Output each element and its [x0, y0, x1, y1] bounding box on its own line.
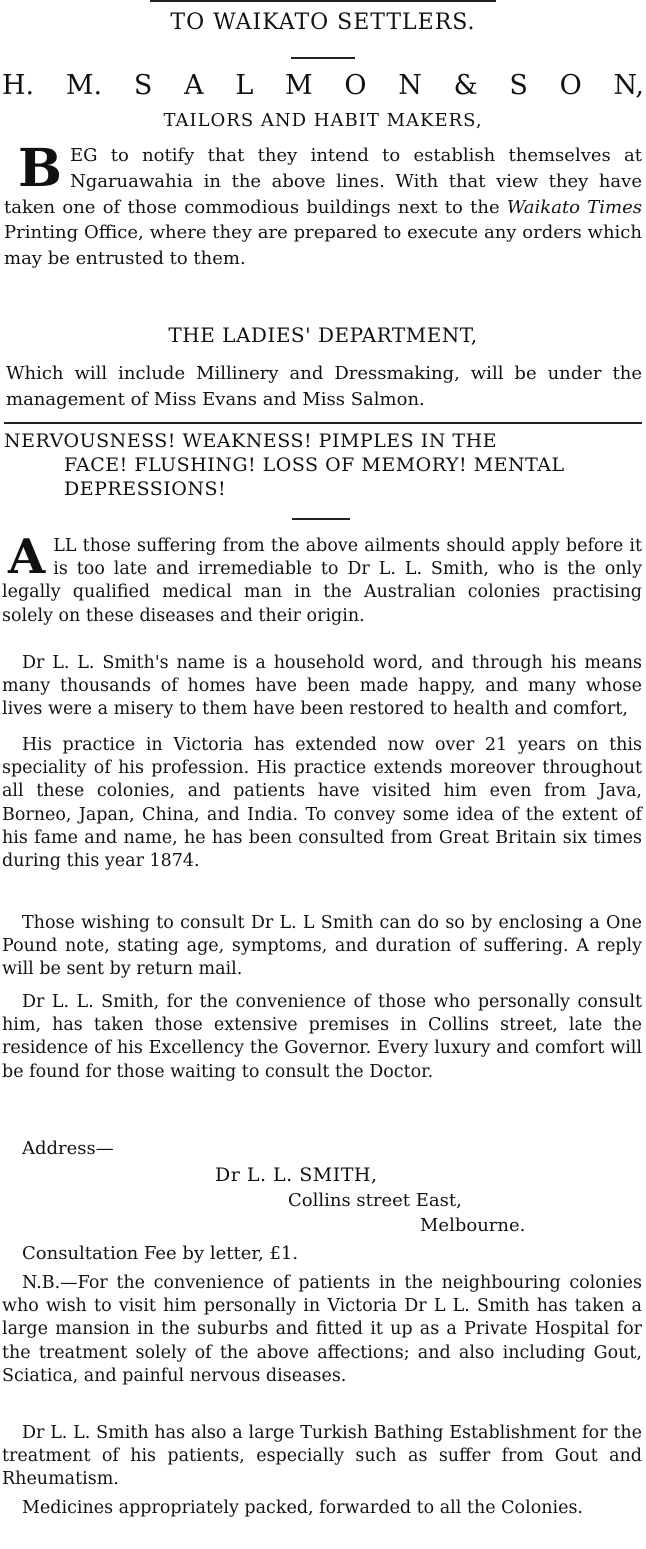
- ad2-paragraph-medicines: Medicines appropriately packed, forwarded to all the Colonies.: [22, 1498, 583, 1518]
- firm-name-letter: S: [133, 70, 153, 101]
- ad1-paragraph-2: Which will include Millinery and Dressmaking, will be under the management of Miss Evans and Miss Salmon.: [6, 363, 642, 410]
- firm-name-letter: A: [184, 70, 204, 101]
- ad1-paragraph-1: BEG to notify that they intend to establish themselves at Ngaruawahia in the above lines. With that view they have taken one of those commodious buildings next to the Waikato Times Printing Office, where they are prepared to execute any orders which may be entrusted to them.: [4, 138, 642, 270]
- firm-name: [2, 70, 644, 101]
- firm-name-letter: N,: [613, 70, 644, 101]
- firm-name-letter: N: [398, 70, 422, 101]
- firm-name-letter: H.: [2, 70, 35, 101]
- ad2-headline: [4, 429, 640, 501]
- dropcap-b: B: [18, 138, 62, 199]
- consultation-fee: Consultation Fee by letter, £1.: [22, 1243, 299, 1264]
- ad2-paragraph-2: Dr L. L. Smith's name is a household word, and through his means many thousands of homes have been made happy, and many whose lives were a misery to them have been restored to health and comfort,: [2, 653, 642, 720]
- trade-line: TAILORS AND HABIT MAKERS,: [163, 110, 483, 131]
- heading-rule: [291, 57, 355, 59]
- ad2-paragraph-1: ALL those suffering from the above ailments should apply before it is too late and irremediable to Dr L. L. Smith, who is the only legally qualified medical man in the Australian colonies practising solely on these diseases and their origin.: [2, 529, 642, 626]
- ad1-heading: TO WAIKATO SETTLERS.: [170, 10, 476, 35]
- headline-continuation: FACE! FLUSHING! LOSS OF MEMORY! MENTAL DEPRESSIONS!: [64, 454, 565, 500]
- address-city: Melbourne.: [420, 1215, 526, 1236]
- headline-rule: [292, 518, 350, 520]
- ad2-paragraph-nb: N.B.—For the convenience of patients in the neighbouring colonies who wish to visit him personally in Victoria Dr L L. Smith has taken a large mansion in the suburbs and fitted it up as a Private Hospital for the treatment solely of the above affections; and also including Gout, Sciatica, and painful nervous diseases.: [2, 1273, 642, 1386]
- firm-name-letter: L: [235, 70, 254, 101]
- dropcap-a: A: [8, 529, 46, 585]
- top-rule: [150, 0, 496, 2]
- address-street: Collins street East,: [288, 1190, 462, 1211]
- newspaper-name: Waikato Times: [506, 196, 642, 218]
- ad2-paragraph-5: Dr L. L. Smith, for the convenience of those who personally consult him, has taken those extensive premises in Collins street, late the residence of his Excellency the Governor. Every luxury and comfort will be found for those waiting to consult the Doctor.: [2, 992, 642, 1082]
- headline-line-1: NERVOUSNESS! WEAKNESS! PIMPLES IN THE: [4, 430, 498, 452]
- ad2-paragraph-turkish-bath: Dr L. L. Smith has also a large Turkish Bathing Establishment for the treatment of his patients, especially such as suffer from Gout and Rheumatism.: [2, 1423, 642, 1490]
- ladies-department-heading: THE LADIES' DEPARTMENT,: [168, 323, 478, 347]
- ad-divider: [4, 422, 642, 424]
- firm-name-letter: M: [284, 70, 313, 101]
- firm-name-letter: O: [344, 70, 367, 101]
- ad2-paragraph-3: His practice in Victoria has extended now over 21 years on this speciality of his profession. His practice extends moreover throughout all these colonies, and patients have visited him even from Java, Borneo, Japan, China, and India. To convey some idea of the extent of his fame and name, he has been consulted from Great Britain six times during this year 1874.: [2, 735, 642, 872]
- firm-name-letter: &: [453, 70, 478, 101]
- firm-name-letter: O: [559, 70, 582, 101]
- firm-name-letter: M.: [65, 70, 103, 101]
- address-label: Address—: [22, 1138, 114, 1159]
- address-name: Dr L. L. SMITH,: [215, 1164, 378, 1186]
- ad2-paragraph-4: Those wishing to consult Dr L. L Smith can do so by enclosing a One Pound note, stating age, symptoms, and duration of suffering. A reply will be sent by return mail.: [2, 913, 642, 980]
- firm-name-letter: S: [509, 70, 528, 101]
